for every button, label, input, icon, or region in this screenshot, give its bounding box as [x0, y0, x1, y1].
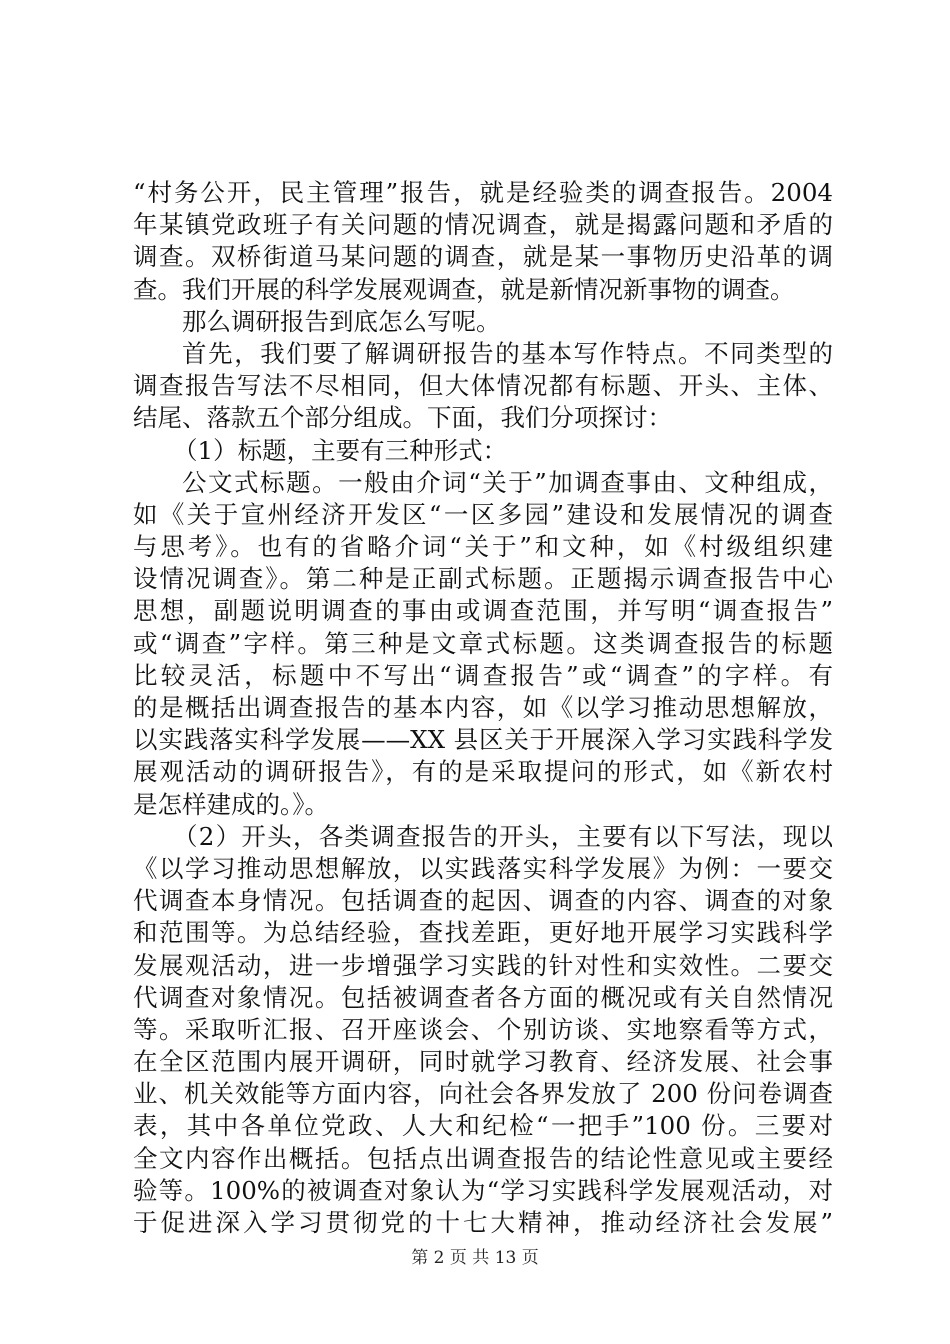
text-line: 公文式标题。一般由介词“关于”加调查事由、文种组成，	[182, 467, 833, 497]
text-line: 调查报告写法不尽相同，但大体情况都有标题、开头、主体、	[133, 371, 833, 401]
text-line: 展观活动的调研报告》，有的是采取提问的形式，如《新农村	[133, 757, 833, 787]
text-line: 验等。100%的被调查对象认为“学习实践科学发展观活动，对	[133, 1175, 833, 1205]
text-line: 在全区范围内展开调研，同时就学习教育、经济发展、社会事	[133, 1047, 833, 1077]
text-line: 业、机关效能等方面内容，向社会各界发放了 200 份问卷调查	[133, 1079, 833, 1109]
text-line: 年某镇党政班子有关问题的情况调查，就是揭露问题和矛盾的	[133, 210, 833, 240]
text-line: 那么调研报告到底怎么写呢。	[182, 306, 501, 336]
text-line: 如《关于宣州经济开发区“一区多园”建设和发展情况的调查	[133, 499, 833, 529]
text-line: 调查。双桥街道马某问题的调查，就是某一事物历史沿革的调	[133, 242, 833, 272]
text-line: 设情况调查》。第二种是正副式标题。正题揭示调查报告中心	[133, 564, 833, 594]
text-line: 以实践落实科学发展——XX 县区关于开展深入学习实践科学发	[133, 725, 833, 755]
text-line: 全文内容作出概括。包括点出调查报告的结论性意见或主要经	[133, 1143, 833, 1173]
text-line: 结尾、落款五个部分组成。下面，我们分项探讨：	[133, 403, 672, 433]
text-line: 的是概括出调查报告的基本内容，如《以学习推动思想解放，	[133, 693, 833, 722]
text-line: 与思考》。也有的省略介词“关于”和文种，如《村级组织建	[133, 532, 833, 562]
text-line: （1）标题，主要有三种形式：	[173, 435, 508, 465]
text-line: 表，其中各单位党政、人大和纪检“一把手”100 份。三要对	[133, 1111, 833, 1141]
text-line: 和范围等。为总结经验，查找差距，更好地开展学习实践科学	[133, 918, 833, 948]
text-line: 等。采取听汇报、召开座谈会、个别访谈、实地察看等方式，	[133, 1014, 833, 1044]
page-footer: 第 2 页 共 13 页	[411, 1248, 539, 1268]
text-line: 代调查本身情况。包括调查的起因、调查的内容、调查的对象	[133, 886, 833, 916]
text-line: 于促进深入学习贯彻党的十七大精神，推动经济社会发展”	[133, 1208, 833, 1237]
text-line: 发展观活动，进一步增强学习实践的针对性和实效性。二要交	[133, 950, 833, 980]
body-text	[133, 177, 833, 1239]
text-line: 首先，我们要了解调研报告的基本写作特点。不同类型的	[182, 338, 833, 368]
text-line: 查。我们开展的科学发展观调查，就是新情况新事物的调查。	[133, 274, 795, 304]
text-line: 或“调查”字样。第三种是文章式标题。这类调查报告的标题	[133, 628, 833, 658]
text-line: “村务公开，民主管理”报告，就是经验类的调查报告。2004	[133, 178, 833, 207]
text-line: （2）开头，各类调查报告的开头，主要有以下写法，现以	[173, 821, 833, 851]
text-line: 是怎样建成的。》。	[133, 789, 329, 819]
text-line: 代调查对象情况。包括被调查者各方面的概况或有关自然情况	[133, 982, 833, 1012]
text-line: 《以学习推动思想解放，以实践落实科学发展》为例：一要交	[133, 853, 833, 883]
text-line: 比较灵活，标题中不写出“调查报告”或“调查”的字样。有	[133, 660, 833, 690]
text-line: 思想，副题说明调查的事由或调查范围，并写明“调查报告”	[133, 596, 833, 626]
